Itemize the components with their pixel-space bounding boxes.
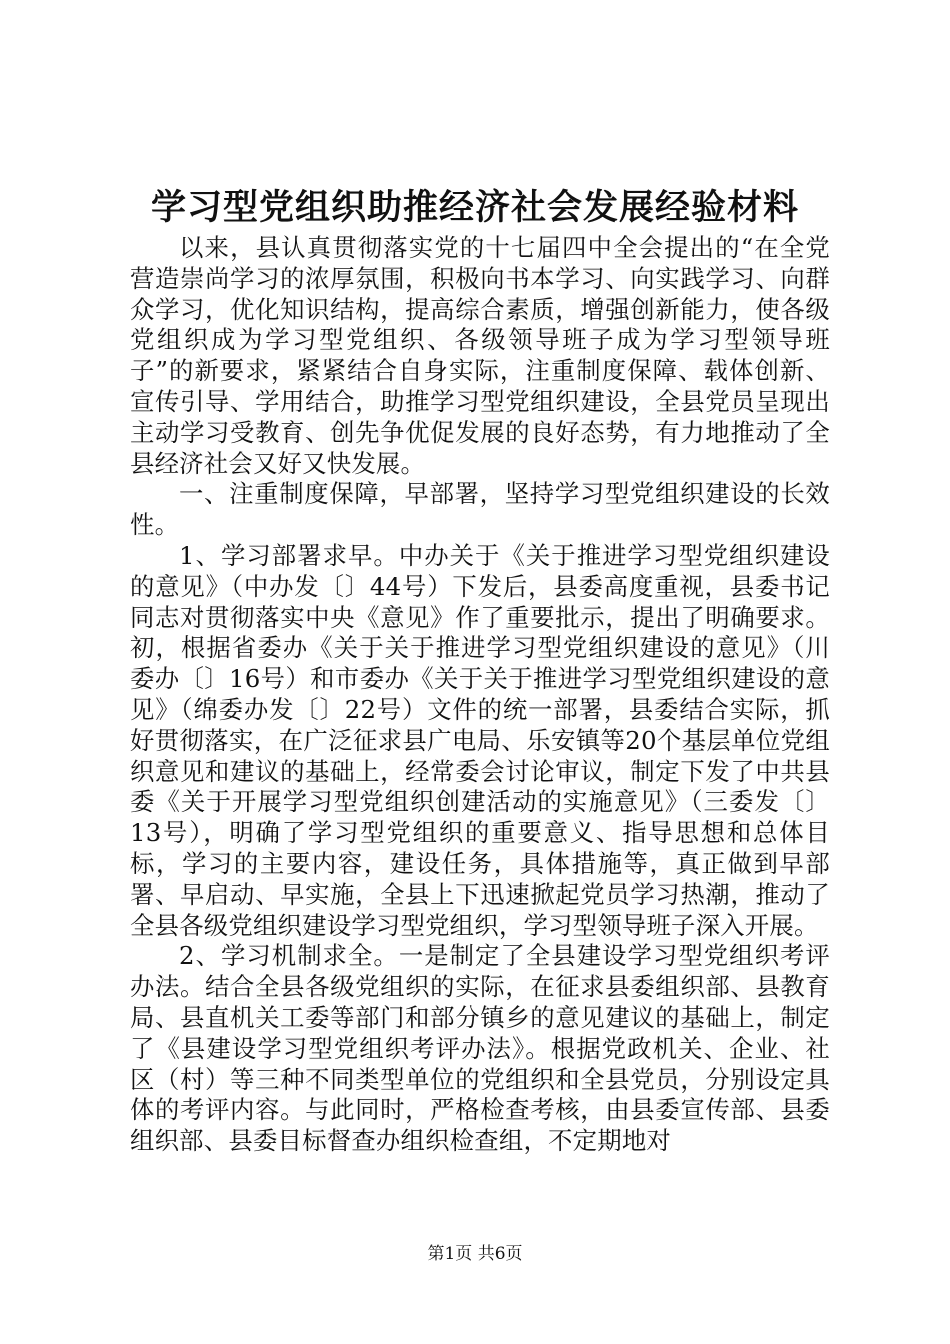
document-body [130,233,830,1157]
document-title: 学习型党组织助推经济社会发展经验材料 [150,187,799,228]
paragraph-section-heading: 一、注重制度保障，早部署，坚持学习型党组织建设的长效性。 [130,479,830,540]
paragraph-item-1: 1、学习部署求早。中办关于《关于推进学习型党组织建设的意见》（中办发〔〕44号）下发后，县委高度重视，县委书记同志对贯彻落实中央《意见》作了重要批示，提出了明确要求。初，根据省委办《关于关于推进学习型党组织建设的意见》（川委办〔〕16号）和市委办《关于关于推进学习型党组织建设的意见》（绵委办发〔〕22号）文件的统一部署，县委结合实际，抓好贯彻落实，在广泛征求县广电局、乐安镇等20个基层单位党组织意见和建议的基础上，经常委会讨论审议，制定下发了中共县委《关于开展学习型党组织创建活动的实施意见》（三委发〔〕13号），明确了学习型党组织的重要意义、指导思想和总体目标，学习的主要内容，建设任务，具体措施等，真正做到早部署、早启动、早实施，全县上下迅速掀起党员学习热潮，推动了全县各级党组织建设学习型党组织，学习型领导班子深入开展。 [130,540,830,940]
paragraph-intro: 以来，县认真贯彻落实党的十七届四中全会提出的“在全党营造崇尚学习的浓厚氛围，积极向书本学习、向实践学习、向群众学习，优化知识结构，提高综合素质，增强创新能力，使各级党组织成为学习型党组织、各级领导班子成为学习型领导班子”的新要求，紧紧结合自身实际，注重制度保障、载体创新、宣传引导、学用结合，助推学习型党组织建设，全县党员呈现出主动学习受教育、创先争优促发展的良好态势，有力地推动了全县经济社会又好又快发展。 [130,233,830,478]
paragraph-item-2: 2、学习机制求全。一是制定了全县建设学习型党组织考评办法。结合全县各级党组织的实际，在征求县委组织部、县教育局、县直机关工委等部门和部分镇乡的意见建议的基础上，制定了《县建设学习型党组织考评办法》。根据党政机关、企业、社区（村）等三种不同类型单位的党组织和全县党员，分别设定具体的考评内容。与此同时，严格检查考核，由县委宣传部、县委组织部、县委目标督查办组织检查组，不定期地对 [130,941,830,1156]
page-number-footer: 第1页 共6页 [427,1244,523,1264]
